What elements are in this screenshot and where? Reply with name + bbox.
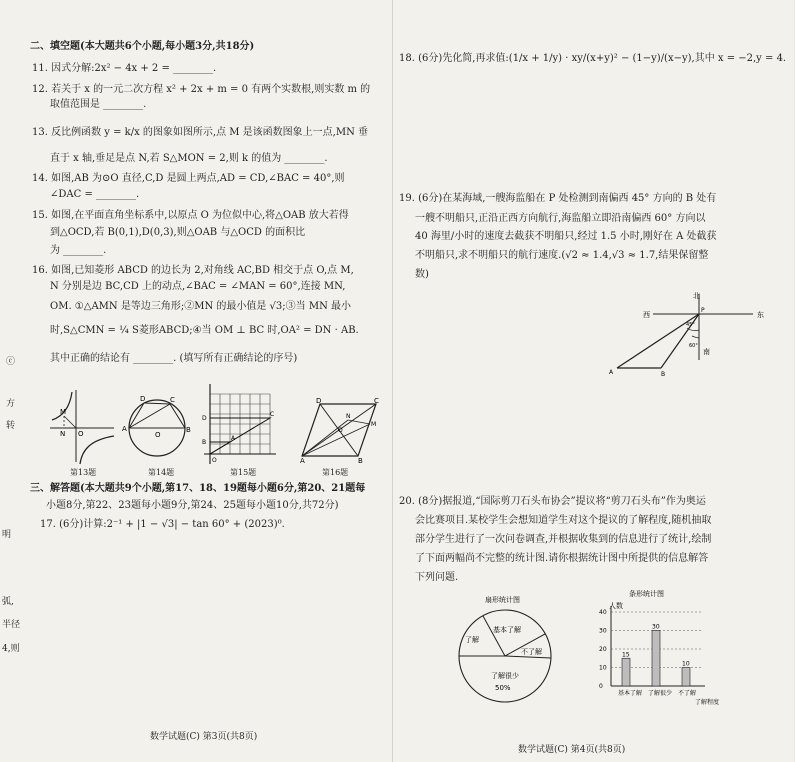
figure-13-hyperbola: [46, 386, 118, 466]
question-11: 11. 因式分解:2x² − 4x + 2 = ________.: [32, 63, 217, 74]
bar: [652, 631, 660, 687]
section-header-solutions: 三、解答题(本大题共9个小题,第17、18、19题每小题6分,第20、21题每: [30, 483, 366, 494]
margin-fragment: 半径: [2, 620, 21, 630]
bar-chart-title: 条形统计图: [629, 590, 664, 598]
svg-text:C: C: [270, 411, 275, 418]
question-16-cont: 时,S△CMN = ¼ S菱形ABCD;④当 OM ⊥ BC 时,OA² = DN · AB.: [50, 325, 359, 336]
question-19-cont: 不明船只,求不明船只的航行速度.(√2 ≈ 1.4,√3 ≈ 1.7,结果保留整: [415, 250, 709, 261]
svg-text:B: B: [186, 426, 191, 434]
question-19-cont: 一艘不明船只,正沿正西方向航行,海监船立即沿南偏西 60° 方向以: [415, 213, 706, 224]
bar-chart: [583, 586, 720, 716]
question-20-cont: 会比赛项目.某校学生会想知道学生对这个提议的了解程度,随机抽取: [415, 515, 712, 526]
y-tick-label: 20: [599, 646, 607, 653]
pie-label-basic: 基本了解: [493, 626, 521, 634]
svg-text:O: O: [212, 457, 217, 464]
category-label: 了解很少: [648, 690, 673, 697]
pie-label-none: 不了解: [521, 648, 542, 656]
figure-15-grid: [198, 380, 278, 468]
question-12: 12. 若关于 x 的一元二次方程 x² + 2x + m = 0 有两个实数根,则实数 m 的: [32, 84, 371, 95]
svg-text:D: D: [140, 395, 146, 403]
question-14: 14. 如图,AB 为⊙O 直径,C,D 是圆上两点,AD = CD,∠BAC = 40°,则: [32, 173, 345, 184]
bar: [622, 658, 630, 686]
question-15: 15. 如图,在平面直角坐标系中,以原点 O 为位似中心,将△OAB 放大若得: [32, 210, 349, 221]
section-header-fill-in: 二、填空题(本大题共6个小题,每小题3分,共18分): [30, 41, 255, 52]
page-footer-left: 数学试题(C) 第3页(共8页): [150, 732, 258, 742]
question-20-cont: 下列问题.: [415, 572, 459, 583]
svg-text:N: N: [60, 430, 66, 438]
margin-fragment: 弧,: [2, 597, 14, 607]
bar-value-label: 10: [682, 660, 690, 668]
margin-fragment: 转: [6, 421, 16, 431]
svg-text:D: D: [202, 415, 207, 422]
svg-text:D: D: [316, 397, 322, 405]
figure-19-compass: [603, 290, 783, 380]
question-15-cont: 为 ________.: [50, 245, 107, 256]
binding-margin: [0, 0, 22, 762]
compass-north: 北: [693, 292, 700, 300]
question-20-cont: 了下面两幅尚不完整的统计图.请你根据统计图中所提供的信息解答: [415, 553, 709, 564]
svg-text:A: A: [300, 457, 305, 465]
margin-fragment: 方: [6, 399, 16, 409]
pie-percent: 50%: [495, 684, 511, 692]
svg-text:C: C: [374, 397, 379, 405]
compass-east: 东: [757, 311, 764, 319]
section-header-solutions-cont: 小题8分,第22、23题每小题9分,第24、25题每小题10分,共72分): [46, 500, 339, 511]
margin-fragment: 4,则: [2, 644, 20, 654]
margin-fragment: 明: [2, 530, 12, 540]
angle-45-label: 45°: [686, 322, 695, 328]
svg-text:A: A: [122, 425, 127, 433]
question-20-cont: 部分学生进行了一次问卷调查,并根据收集到的信息进行了统计,绘制: [415, 534, 712, 545]
question-16-cont: 其中正确的结论有 ________. (填写所有正确结论的序号): [50, 353, 298, 364]
compass-west: 西: [643, 311, 650, 319]
question-19-cont: 数): [415, 269, 429, 280]
right-page: [392, 0, 795, 762]
pie-title: 扇形统计图: [485, 596, 520, 604]
svg-text:C: C: [170, 396, 175, 404]
svg-text:M: M: [371, 421, 377, 428]
y-tick-label: 0: [599, 683, 603, 690]
point-a-label: A: [609, 369, 614, 376]
point-b-label: B: [661, 371, 666, 378]
bar-chart-xlabel: 了解程度: [695, 699, 720, 706]
bar-value-label: 15: [622, 651, 630, 659]
question-13: 13. 反比例函数 y = k/x 的图象如图所示,点 M 是该函数图象上一点,MN 垂: [32, 127, 369, 138]
figure-caption-14: 第14题: [148, 468, 175, 477]
question-12-cont: 取值范围是 ________.: [50, 99, 147, 110]
page-footer-right: 数学试题(C) 第4页(共8页): [518, 745, 626, 755]
figure-14-circle: [122, 392, 192, 462]
question-19-cont: 40 海里/小时的速度去截获不明船只,经过 1.5 小时,刚好在 A 处截获: [415, 231, 717, 242]
question-16: 16. 如图,已知菱形 ABCD 的边长为 2,对角线 AC,BD 相交于点 O,点 M,: [32, 265, 354, 276]
category-label: 基本了解: [618, 690, 643, 697]
svg-text:N: N: [346, 413, 351, 420]
question-13-cont: 直于 x 轴,垂足是点 N,若 S△MON = 2,则 k 的值为 ________.: [50, 153, 328, 164]
compass-south: 南: [703, 348, 710, 356]
question-15-cont: 到△OCD,若 B(0,1),D(0,3),则△OAB 与△OCD 的面积比: [50, 227, 306, 238]
bar-chart-ylabel: 人数: [609, 602, 623, 610]
category-label: 不了解: [678, 690, 697, 697]
svg-text:O: O: [338, 427, 343, 434]
question-17: 17. (6分)计算:2⁻¹ + |1 − √3| − tan 60° + (2023)⁰.: [40, 519, 285, 530]
margin-fragment: ⓒ: [6, 357, 16, 367]
svg-text:A: A: [231, 435, 236, 442]
question-20: 20. (8分)据报道,“国际剪刀石头布协会”提议将“剪刀石头布”作为奥运: [399, 496, 706, 507]
bar: [682, 668, 690, 687]
y-tick-label: 30: [599, 627, 607, 635]
svg-text:B: B: [358, 457, 363, 465]
point-p-label: P: [701, 307, 705, 314]
svg-text:M: M: [60, 408, 67, 416]
y-tick-label: 40: [599, 609, 607, 616]
figure-16-rhombus: [300, 398, 380, 464]
question-16-cont: N 分别是边 BC,CD 上的动点,∠BAC = ∠MAN = 60°,连接 MN,: [50, 281, 346, 292]
question-18: 18. (6分)先化简,再求值:(1/x + 1/y) · xy/(x+y)² − (1−y)/(x−y),其中 x = −2,y = 4.: [399, 53, 787, 64]
question-19: 19. (6分)在某海域,一艘海监船在 P 处检测到南偏西 45° 方向的 B 处有: [399, 193, 717, 204]
angle-60-label: 60°: [689, 343, 698, 349]
figure-caption-13: 第13题: [70, 468, 97, 477]
pie-chart: [453, 592, 563, 710]
question-14-cont: ∠DAC = ________.: [50, 189, 140, 200]
svg-text:B: B: [202, 439, 207, 446]
question-16-cont: OM. ①△AMN 是等边三角形;②MN 的最小值是 √3;③当 MN 最小: [50, 301, 352, 312]
y-tick-label: 10: [599, 664, 607, 672]
pie-label-little: 了解很少: [491, 672, 519, 680]
figure-caption-15: 第15题: [230, 468, 257, 477]
figure-caption-16: 第16题: [322, 468, 349, 477]
svg-text:O: O: [155, 431, 161, 439]
svg-text:O: O: [78, 430, 84, 438]
left-page: [0, 0, 392, 762]
pie-label-understand: 了解: [465, 636, 479, 644]
bar-value-label: 30: [652, 623, 660, 631]
